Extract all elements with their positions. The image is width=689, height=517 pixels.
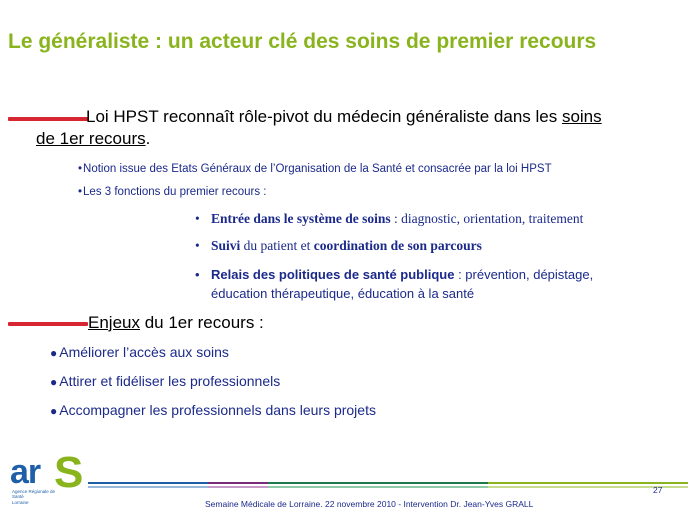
function-entree-bold: Entrée dans le système de soins — [211, 211, 391, 226]
bullet-dot: • — [195, 238, 200, 253]
sub-item-notion: •Notion issue des Etats Généraux de l’Organisation de la Santé et consacrée par la loi HPST — [78, 163, 552, 175]
enjeu-item-text: Améliorer l’accès aux soins — [59, 344, 229, 360]
function-item-entree — [195, 211, 583, 227]
logo-subtitle: Agence Régionale de Santé — [12, 489, 56, 499]
logo-ar-text: ar — [10, 453, 41, 491]
ars-logo — [10, 448, 90, 505]
function-relais-line2: éducation thérapeutique, éducation à la santé — [211, 286, 475, 301]
function-entree-rest: : diagnostic, orientation, traitement — [390, 211, 584, 226]
logo-region: Lorraine — [12, 500, 29, 505]
enjeu-item: ● Attirer et fidéliser les professionnels — [50, 373, 281, 389]
section2-underlined: Enjeux — [88, 313, 140, 332]
function-suivi-mid: du patient et — [240, 238, 314, 253]
enjeu-item: ● Améliorer l’accès aux soins — [50, 344, 229, 360]
function-suivi-bold: Suivi — [211, 238, 241, 253]
enjeu-item-text: Accompagner les professionnels dans leurs projets — [59, 402, 376, 418]
section1-text-before: Loi HPST reconnaît rôle-pivot du médecin généraliste dans les — [86, 107, 562, 126]
function-item-suivi — [195, 238, 482, 254]
section1-underlined-2: de 1er recours — [36, 129, 146, 148]
function-item-relais — [195, 265, 675, 303]
bullet-dot: • — [195, 211, 200, 226]
section1-underlined-1: soins — [561, 107, 602, 126]
red-bar-marker — [8, 322, 88, 326]
section1-heading — [36, 106, 686, 150]
function-relais-bold: Relais des politiques de santé publique — [211, 267, 455, 282]
sub-item-fonctions-text: Les 3 fonctions du premier recours : — [83, 186, 267, 198]
sub-item-fonctions: •Les 3 fonctions du premier recours : — [78, 186, 267, 198]
function-suivi-bold2: coordination de son parcours — [313, 238, 482, 253]
page-number: 27 — [653, 485, 663, 495]
bullet-dot: • — [195, 267, 200, 282]
footer-caption: Semaine Médicale de Lorraine. 22 novembre 2010 - Intervention Dr. Jean-Yves GRALL — [205, 499, 534, 509]
slide-title: Le généraliste : un acteur clé des soins de premier recours — [8, 30, 597, 53]
section2-heading — [88, 312, 264, 334]
enjeu-item-text: Attirer et fidéliser les professionnels — [59, 373, 281, 389]
sub-item-notion-text: Notion issue des Etats Généraux de l’Organisation de la Santé et consacrée par la loi HPST — [83, 163, 552, 175]
function-relais-rest: : prévention, dépistage, — [454, 267, 594, 282]
footer-divider-lines — [88, 480, 688, 490]
section2-label-rest: du 1er recours : — [139, 313, 264, 332]
section1-text-after: . — [145, 129, 151, 148]
logo-s-text: S — [54, 448, 84, 497]
enjeu-item: ● Accompagner les professionnels dans leurs projets — [50, 402, 376, 418]
